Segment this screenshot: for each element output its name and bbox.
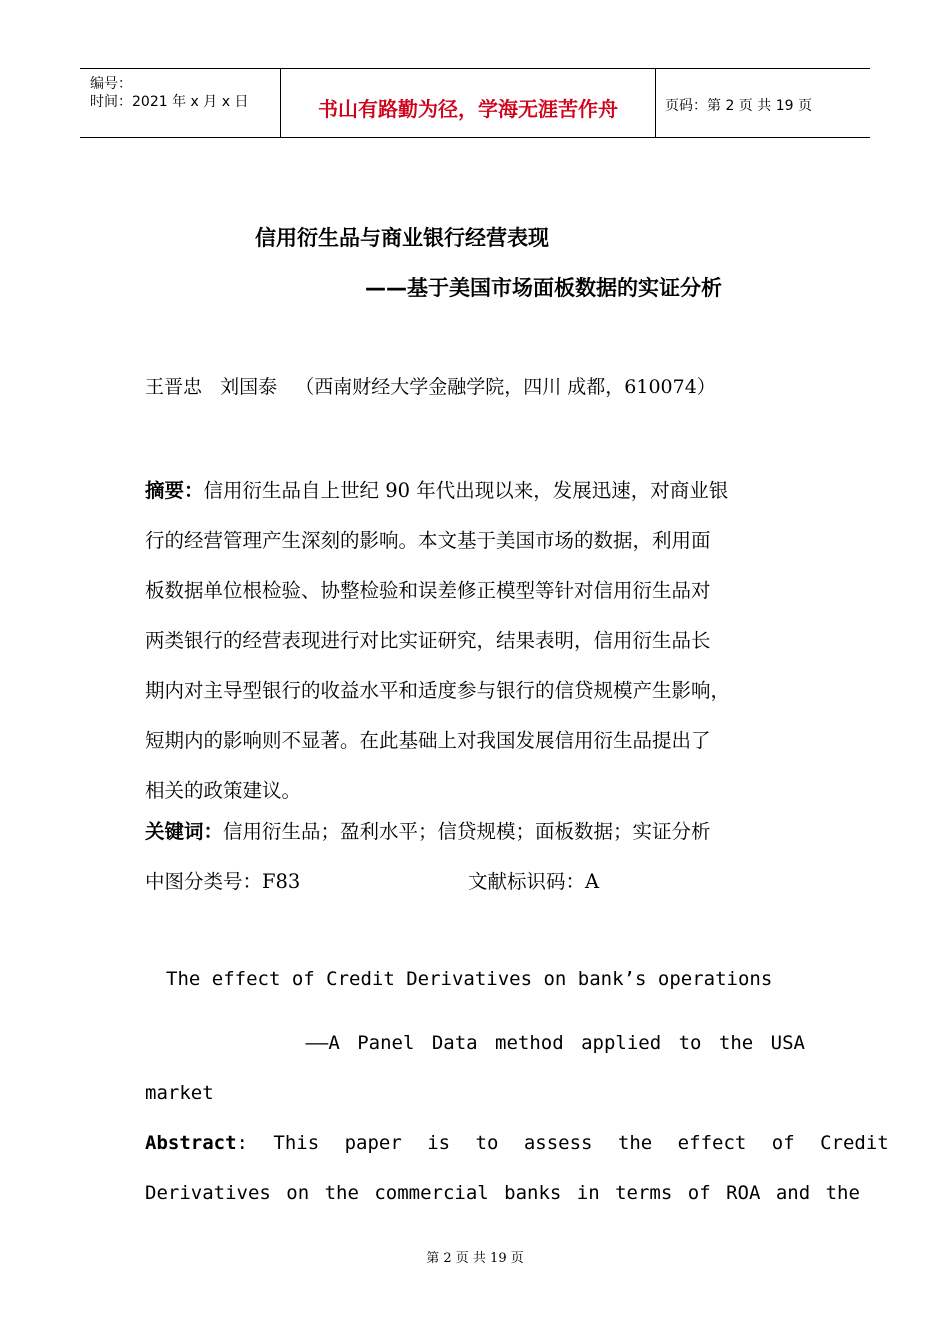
page-footer: 第 2 页 共 19 页 bbox=[426, 1251, 524, 1266]
header-page-cell bbox=[655, 69, 870, 137]
abstract-line: 两类银行的经营表现进行对比实证研究，结果表明，信用衍生品长 bbox=[145, 629, 711, 652]
document-header bbox=[80, 68, 870, 138]
authors-affiliation: 王晋忠 刘国泰 （西南财经大学金融学院，四川 成都，610074） bbox=[145, 376, 716, 398]
abstract-line: 短期内的影响则不显著。在此基础上对我国发展信用衍生品提出了 bbox=[145, 729, 711, 752]
header-page-number: 页码：第 2 页 共 19 页 bbox=[665, 98, 812, 114]
keywords-label: 关键词： bbox=[145, 820, 224, 843]
keywords bbox=[145, 816, 711, 844]
keywords-text: 信用衍生品；盈利水平；信贷规模；面板数据；实证分析 bbox=[223, 820, 711, 843]
document-date: 时间：2021 年 x 月 x 日 bbox=[90, 94, 249, 110]
abstract-chinese bbox=[145, 466, 825, 816]
english-abstract-line bbox=[145, 1118, 889, 1168]
abstract-line: 相关的政策建议。 bbox=[145, 779, 302, 802]
abstract-line: 行的经营管理产生深刻的影响。本文基于美国市场的数据，利用面 bbox=[145, 529, 711, 552]
english-abstract-text: : This paper is to assess the effect of Credit bbox=[236, 1132, 889, 1154]
document-code: 文献标识码：A bbox=[468, 870, 600, 893]
paper-title: 信用衍生品与商业银行经营表现 bbox=[255, 226, 549, 250]
english-abstract bbox=[145, 1118, 889, 1218]
english-abstract-line: Derivatives on the commercial banks in terms of ROA and the bbox=[145, 1182, 860, 1204]
document-number-label: 编号： bbox=[90, 76, 132, 92]
classification-number: 中图分类号：F83 bbox=[145, 870, 301, 893]
paper-subtitle: ——基于美国市场面板数据的实证分析 bbox=[365, 276, 722, 300]
english-subtitle-line: ——A Panel Data method applied to the USA bbox=[305, 1032, 805, 1054]
abstract-line: 板数据单位根检验、协整检验和误差修正模型等针对信用衍生品对 bbox=[145, 579, 711, 602]
english-abstract-label: Abstract bbox=[145, 1132, 237, 1154]
abstract-text: 信用衍生品自上世纪 90 年代出现以来，发展迅速，对商业银 bbox=[203, 479, 729, 502]
header-info-cell bbox=[80, 69, 280, 137]
abstract-line: 期内对主导型银行的收益水平和适度参与银行的信贷规模产生影响， bbox=[145, 679, 731, 702]
english-subtitle-line: market bbox=[145, 1082, 214, 1104]
header-motto: 书山有路勤为径，学海无涯苦作舟 bbox=[318, 97, 618, 121]
abstract-line bbox=[145, 466, 825, 516]
header-motto-cell bbox=[280, 69, 656, 137]
english-title: The effect of Credit Derivatives on bank’s operations bbox=[166, 968, 773, 990]
abstract-label: 摘要： bbox=[145, 479, 204, 502]
english-subtitle bbox=[145, 1018, 805, 1118]
